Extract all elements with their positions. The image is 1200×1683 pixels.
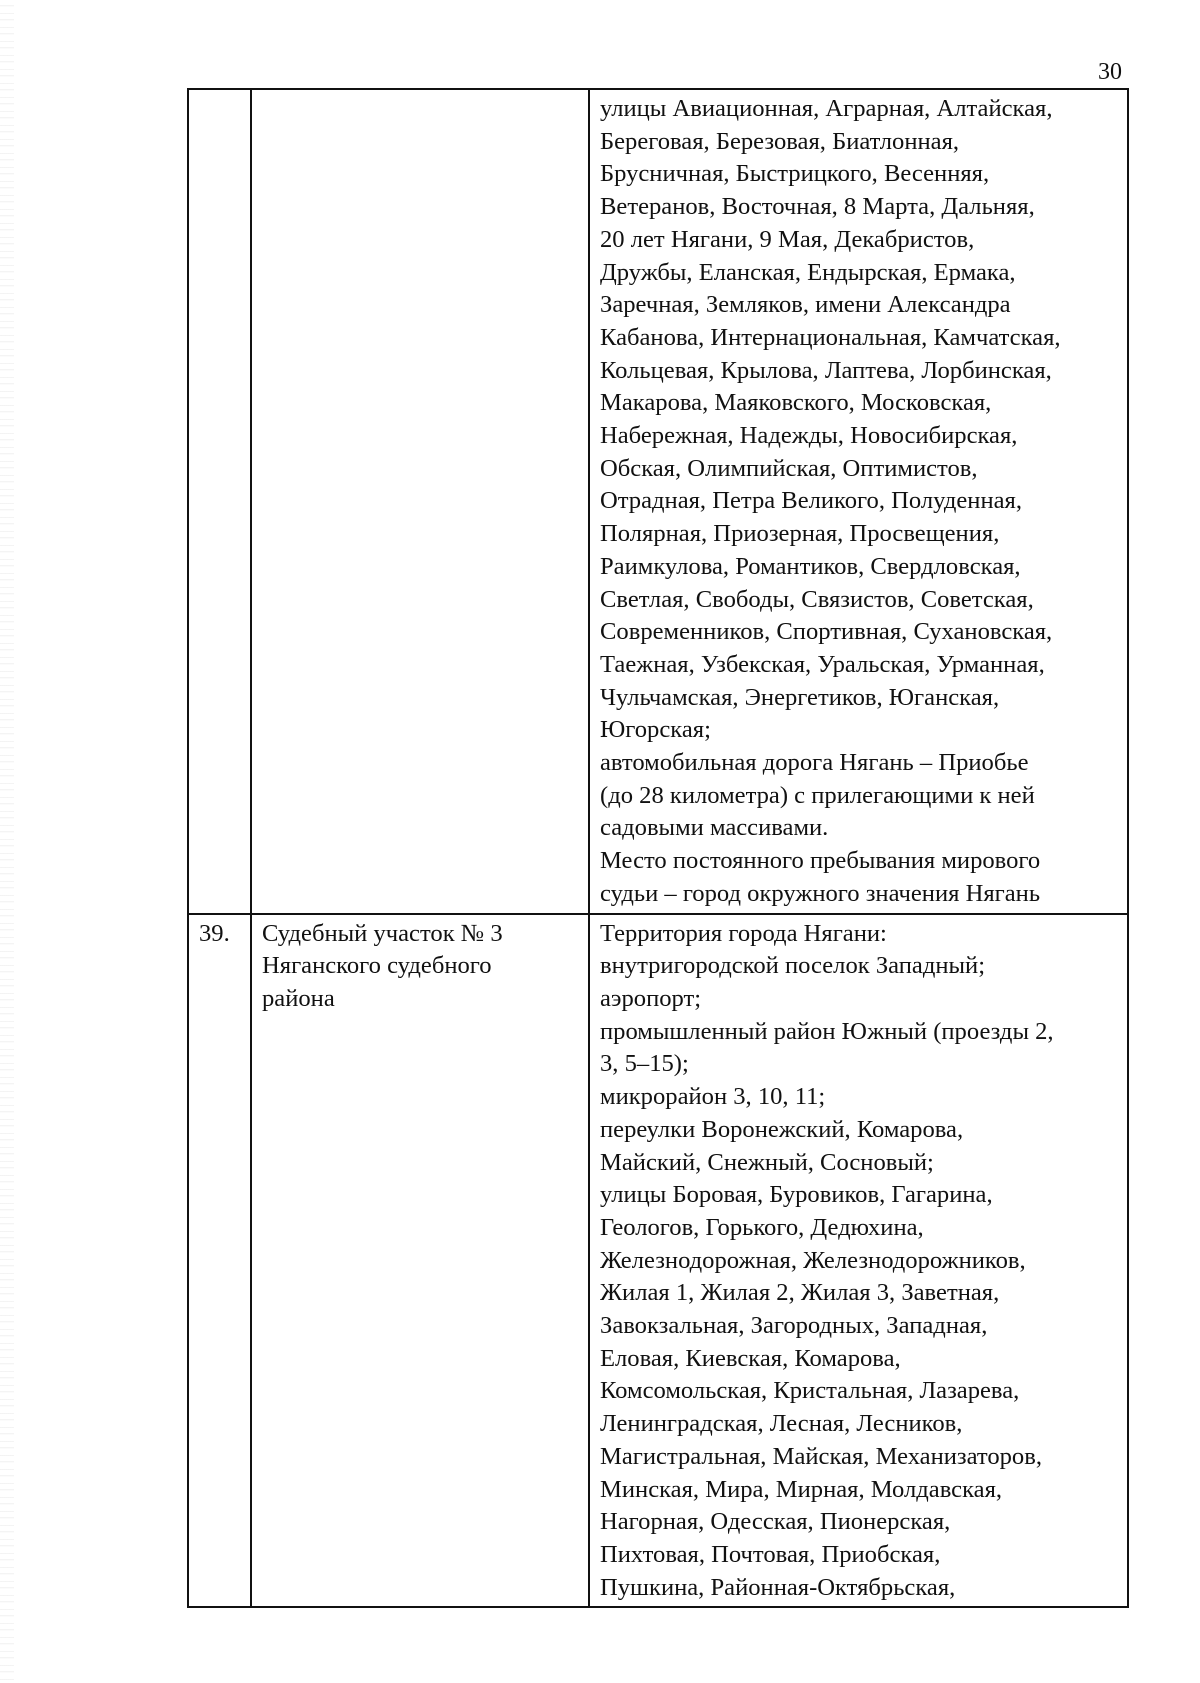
territory-line: 20 лет Нягани, 9 Мая, Декабристов,: [600, 225, 975, 253]
territory-line: Югорская;: [600, 716, 711, 744]
territory-line: Кольцевая, Крылова, Лаптева, Лорбинская,: [600, 356, 1052, 384]
territory-line: судьи – город окружного значения Нягань: [600, 879, 1041, 907]
territory-line: автомобильная дорога Нягань – Приобье: [600, 749, 1029, 777]
row-number-cell: 39.: [188, 914, 251, 1608]
territory-line: Еловая, Киевская, Комарова,: [600, 1344, 901, 1372]
territory-line: Брусничная, Быстрицкого, Весенняя,: [600, 160, 990, 188]
territory-line: Кабанова, Интернациональная, Камчатская,: [600, 323, 1061, 351]
territory-line: Магистральная, Майская, Механизаторов,: [600, 1442, 1042, 1470]
territory-line: Комсомольская, Кристальная, Лазарева,: [600, 1377, 1020, 1405]
territory-line: Геологов, Горького, Дедюхина,: [600, 1213, 924, 1241]
territory-line: Майский, Снежный, Сосновый;: [600, 1148, 934, 1176]
territory-line: Нагорная, Одесская, Пионерская,: [600, 1508, 951, 1536]
territory-line: промышленный район Южный (проезды 2,: [600, 1017, 1054, 1045]
territory-line: Макарова, Маяковского, Московская,: [600, 389, 992, 417]
territory-cell: [589, 89, 1128, 914]
row-number-cell: [188, 89, 251, 914]
table-row: [188, 914, 1128, 1608]
territory-line: Место постоянного пребывания мирового: [600, 847, 1041, 875]
territory-line: Завокзальная, Загородных, Западная,: [600, 1312, 988, 1340]
territory-line: внутригородской поселок Западный;: [600, 952, 986, 980]
territory-cell: [589, 914, 1128, 1608]
territory-line: Территория города Нягани:: [600, 919, 887, 947]
territory-line: Дружбы, Еланская, Ендырская, Ермака,: [600, 258, 1016, 286]
district-name-cell: [251, 914, 589, 1608]
territory-line: (до 28 километра) с прилегающими к ней: [600, 781, 1035, 809]
territory-line: Светлая, Свободы, Связистов, Советская,: [600, 585, 1034, 613]
territory-line: Таежная, Узбекская, Уральская, Урманная,: [600, 650, 1045, 678]
territory-line: Железнодорожная, Железнодорожников,: [600, 1246, 1026, 1274]
territory-line: Отрадная, Петра Великого, Полуденная,: [600, 487, 1023, 515]
district-name-line: Судебный участок № 3: [262, 919, 503, 947]
table-row: [188, 89, 1128, 914]
district-name-line: района: [262, 984, 335, 1012]
territory-line: Ветеранов, Восточная, 8 Марта, Дальняя,: [600, 193, 1035, 221]
territory-line: Обская, Олимпийская, Оптимистов,: [600, 454, 978, 482]
district-name-cell: [251, 89, 589, 914]
territory-line: Пихтовая, Почтовая, Приобская,: [600, 1540, 941, 1568]
territory-line: Чульчамская, Энергетиков, Юганская,: [600, 683, 1000, 711]
territory-line: Полярная, Приозерная, Просвещения,: [600, 520, 1000, 548]
territory-line: улицы Авиационная, Аграрная, Алтайская,: [600, 95, 1053, 122]
territory-line: Ленинградская, Лесная, Лесников,: [600, 1410, 963, 1438]
page-number: 30: [1098, 59, 1122, 85]
territory-line: Набережная, Надежды, Новосибирская,: [600, 422, 1018, 450]
district-name-line: Няганского судебного: [262, 952, 492, 980]
territory-line: Пушкина, Районная-Октябрьская,: [600, 1573, 956, 1601]
scan-edge-artifact: [0, 0, 14, 1683]
territory-line: Современников, Спортивная, Сухановская,: [600, 618, 1053, 646]
territory-line: переулки Воронежский, Комарова,: [600, 1115, 964, 1143]
court-districts-table: [187, 88, 1129, 1608]
territory-line: садовыми массивами.: [600, 814, 829, 842]
territory-line: Жилая 1, Жилая 2, Жилая 3, Заветная,: [600, 1279, 1000, 1307]
territory-line: Минская, Мира, Мирная, Молдавская,: [600, 1475, 1003, 1503]
territory-line: 3, 5–15);: [600, 1050, 689, 1078]
territory-line: Раимкулова, Романтиков, Свердловская,: [600, 552, 1021, 580]
territory-line: улицы Боровая, Буровиков, Гагарина,: [600, 1181, 993, 1209]
territory-line: аэропорт;: [600, 984, 702, 1012]
territory-line: Заречная, Земляков, имени Александра: [600, 291, 1011, 319]
territory-line: микрорайон 3, 10, 11;: [600, 1083, 826, 1111]
territory-line: Береговая, Березовая, Биатлонная,: [600, 127, 960, 155]
